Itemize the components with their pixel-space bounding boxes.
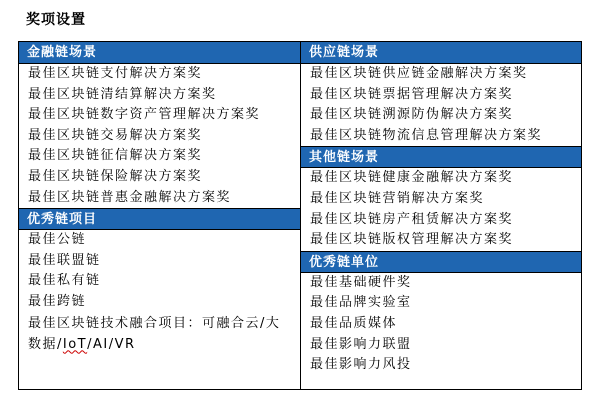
list-item: 最佳区块链房产租赁解决方案奖 [310, 211, 514, 227]
list-item: 最佳影响力联盟 [310, 336, 412, 352]
list-item: 最佳区块链清结算解决方案奖 [28, 86, 217, 102]
list-item: 最佳区块链供应链金融解决方案奖 [310, 66, 528, 81]
list-item: 最佳区块链物流信息管理解决方案奖 [310, 127, 543, 143]
list-item-tech-fusion [28, 313, 300, 355]
tech-fusion-suffix: /AI/VR [87, 336, 136, 352]
section-header-unit: 优秀链单位 [301, 251, 581, 273]
section-header-project: 优秀链项目 [19, 208, 300, 230]
list-item: 最佳区块链健康金融解决方案奖 [310, 170, 514, 186]
list-item: 最佳联盟链 [28, 252, 101, 268]
page-title: 奖项设置 [26, 12, 86, 28]
project-item-list [19, 230, 300, 354]
list-item: 最佳私有链 [28, 273, 101, 289]
list-item: 最佳区块链支付解决方案奖 [28, 66, 203, 81]
list-item: 最佳跨链 [28, 293, 87, 309]
list-item: 最佳区块链溯源防伪解决方案奖 [310, 107, 514, 123]
list-item: 最佳公链 [28, 232, 87, 248]
list-item: 最佳区块链版权管理解决方案奖 [310, 232, 514, 248]
award-table [18, 41, 582, 390]
other-item-list [301, 168, 581, 250]
section-header-other: 其他链场景 [301, 146, 581, 168]
tech-fusion-prefix: 最佳区块链技术融合项目：可融合云/大数据/ [28, 315, 281, 352]
section-header-finance: 金融链场景 [19, 42, 300, 64]
list-item: 最佳区块链票据管理解决方案奖 [310, 86, 514, 102]
spellcheck-marked-word: IoT [62, 336, 88, 352]
list-item: 最佳区块链普惠金融解决方案奖 [28, 189, 232, 205]
list-item: 最佳区块链数字资产管理解决方案奖 [28, 107, 261, 123]
finance-item-list [19, 64, 300, 208]
right-column [301, 42, 581, 389]
list-item: 最佳品牌实验室 [310, 295, 412, 311]
unit-item-list [301, 273, 581, 376]
supply-item-list [301, 64, 581, 146]
list-item: 最佳区块链征信解决方案奖 [28, 148, 203, 164]
list-item: 最佳品质媒体 [310, 315, 398, 331]
list-item: 最佳区块链保险解决方案奖 [28, 168, 203, 184]
list-item: 最佳影响力风投 [310, 357, 412, 373]
section-header-supply: 供应链场景 [301, 42, 581, 64]
list-item: 最佳基础硬件奖 [310, 274, 412, 290]
left-column [19, 42, 301, 389]
list-item: 最佳区块链交易解决方案奖 [28, 127, 203, 143]
list-item: 最佳区块链营销解决方案奖 [310, 190, 485, 206]
